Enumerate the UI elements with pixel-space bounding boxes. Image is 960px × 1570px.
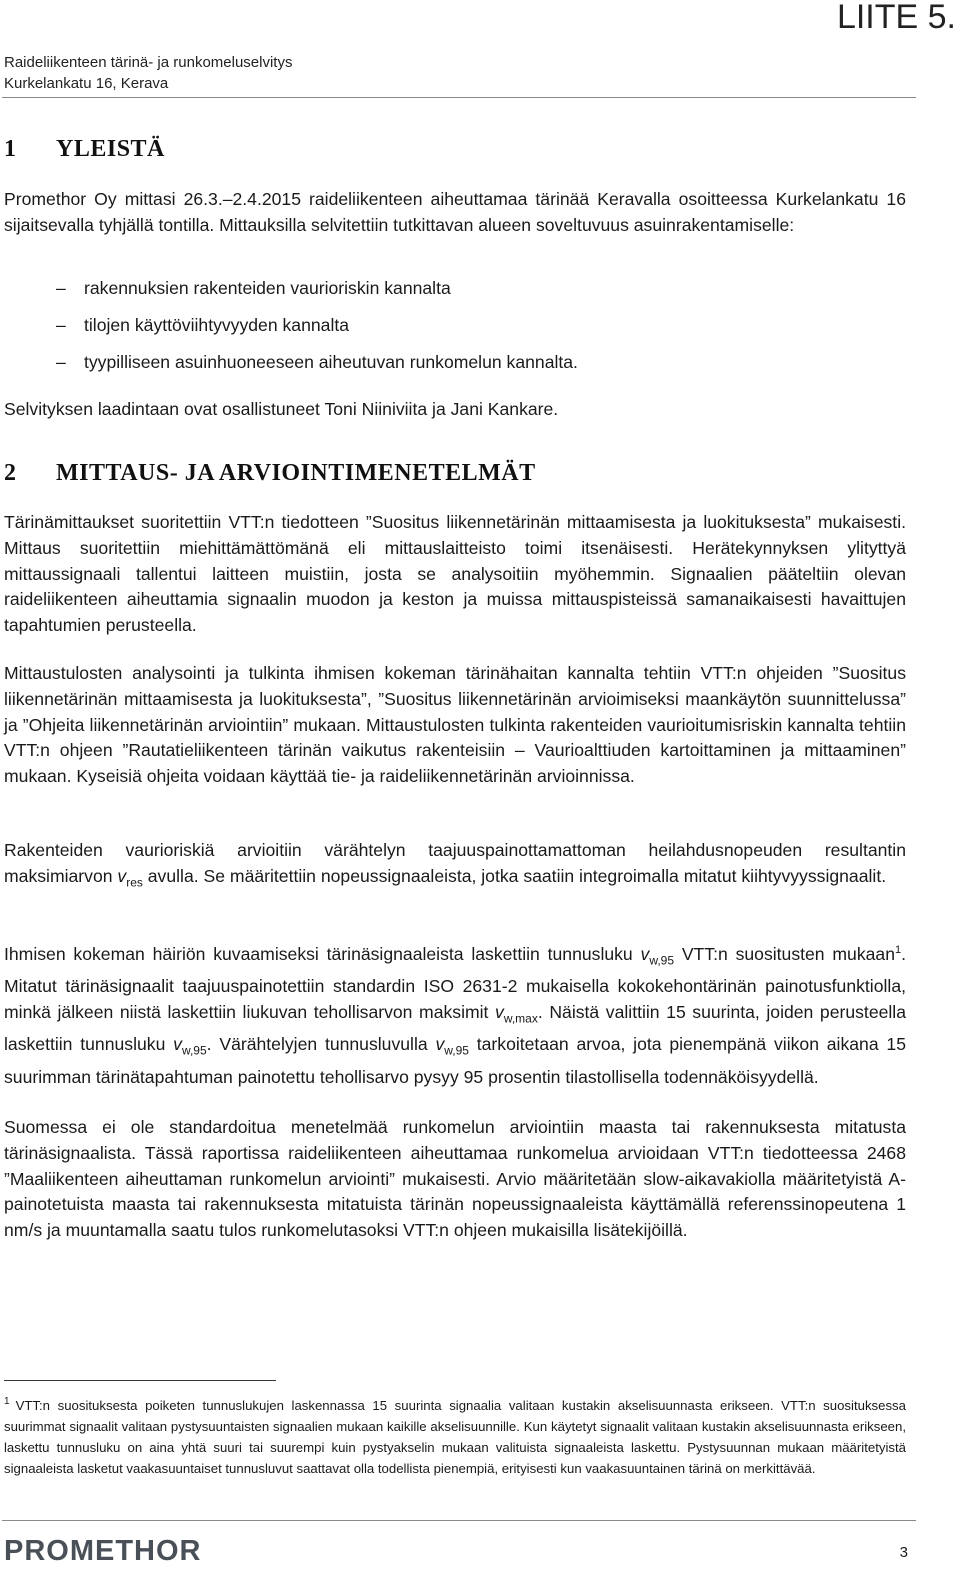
section-heading-2 xyxy=(4,460,536,487)
list-item: – rakennuksien rakenteiden vaurioriskin kannalta xyxy=(56,276,578,313)
section-number: 2 xyxy=(4,460,17,486)
section-number: 1 xyxy=(4,136,17,162)
list-item: – tyypilliseen asuinhuoneeseen aiheutuvan runkomelun kannalta. xyxy=(56,350,578,387)
footnote-reference[interactable]: 1 xyxy=(894,944,902,956)
footnote-divider xyxy=(4,1380,276,1381)
footnote-marker: 1 xyxy=(4,1396,10,1407)
appendix-label: LIITE 5. xyxy=(836,0,956,36)
methods-paragraph-5: Suomessa ei ole standardoitua menetelmää runkomelun arviointiin maasta tai rakennuksesta mitatusta tärinäsignaalista. Tässä raportissa raideliikenteen aiheuttamaa runkomelua arvioidaan VTT:n tiedotteessa 2468 ”Maaliikenteen aiheuttaman runkomelun arviointi” mukaisesti. Arvio määritetään slow-aikavakiolla määritetyistä A-painotetuista maasta tai rakennuksesta mitatuista tärinän nopeussignaaleista käyttämällä referenssinopeutena 1 nm/s ja muuntamalla saatu tulos runkomelutasoksi VTT:n ohjeen mukaisilla lisätekijöillä. xyxy=(4,1117,906,1241)
dash-icon: – xyxy=(56,315,66,335)
header-divider xyxy=(2,97,916,98)
methods-paragraph-1: Tärinämittaukset suoritettiin VTT:n tiedotteen ”Suositus liikennetärinän mittaamisesta ja luokituksesta” mukaisesti. Mittaus suoritettiin miehittämättömänä eli mittauslaitteisto toimi itsenäisesti. Herätekynnyksen ylityttyä mittaussignaali tallentui laitteen muistiin, josta se analysoitiin myöhemmin. Signaalien pääteltiin olevan raideliikenteen aiheuttamia signaalin muodon ja keston ja muissa mittauspisteissä samanaikaisesti havaittujen tapahtumien perusteella. xyxy=(4,512,906,636)
intro-paragraph: Promethor Oy mittasi 26.3.–2.4.2015 raideliikenteen aiheuttamaa tärinää Keravalla osoitteessa Kurkelankatu 16 sijaitsevalla tyhjällä tontilla. Mittauksilla selvitettiin tutkittavan alueen soveltuvuus asuinrakentamiselle: xyxy=(4,189,906,235)
list-item: – tilojen käyttöviihtyvyyden kannalta xyxy=(56,313,578,350)
section-title: MITTAUS- JA ARVIOINTIMENETELMÄT xyxy=(56,460,536,486)
promethor-logo xyxy=(4,1533,244,1567)
methods-paragraph-3: Rakenteiden vaurioriskiä arvioitiin värähtelyn taajuuspainottamattoman heilahdusnopeuden resultantin maksimiarvon $v_{res}$ avulla. Se määritettiin nopeussignaaleista, jotka saatiin integroimalla mitatut kiihtyvyyssignaalit. xyxy=(4,840,906,890)
logo-wordmark: PROMETHOR xyxy=(4,1535,202,1567)
header-title: Raideliikenteen tärinä- ja runkomeluselvitys xyxy=(4,54,293,71)
section-title: YLEISTÄ xyxy=(56,136,165,162)
footer-divider xyxy=(2,1520,916,1521)
participants-paragraph: Selvityksen laadintaan ovat osallistuneet Toni Niiniviita ja Jani Kankare. xyxy=(4,399,559,419)
criteria-list xyxy=(56,276,578,387)
footnote: $^1$ VTT:n suosituksesta poiketen tunnuslukujen laskennassa 15 suurinta signaalia valitaan kustakin akselisuunnasta erikseen. VTT:n suosituksessa suurimmat signaalit valitaan pystysuuntaisten signaalien mukaan kaikille akselisuunnille. Kun käytetyt signaalit valitaan kustakin akselisuunnasta erikseen, laskettu tunnusluku on aina yhtä suuri tai suurempi kuin pystyakselin mukaan valituista signaaleista laskettu. Pystysuunnan mukaan määritetyistä signaaleista lasketut vaakasuuntaiset tunnusluvut saattavat olla todellista pienempiä, erityisesti kun vaakasuuntainen tärinä on merkittävää. xyxy=(4,1396,906,1476)
section-heading-1 xyxy=(4,136,165,163)
running-header xyxy=(4,52,292,94)
dash-icon: – xyxy=(56,352,66,372)
header-address: Kurkelankatu 16, Kerava xyxy=(4,75,169,92)
page-number: 3 xyxy=(899,1544,908,1561)
methods-paragraph-4: Ihmisen kokeman häiriön kuvaamiseksi tärinäsignaaleista laskettiin tunnusluku $v_{w,95}$ VTT:n suositusten mukaan$^1$. Mitatut tärinäsignaalit taajuuspainotettiin standardin ISO 2631-2 mukaisella kokokehontärinän painotusfunktiolla, minkä jälkeen niistä laskettiin liukuvan tehollisarvon maksimit $v_{w,max}$. Näistä valittiin 15 suurinta, joiden perusteella laskettiin tunnusluku $v_{w,95}$. Värähtelyjen tunnusluvulla $v_{w,95}$ tarkoitetaan arvoa, jota pienempänä viikon aikana 15 suurimman tärinätapahtuman painotettu tehollisarvo pysyy 95 prosentin tilastollisella todennäköisyydellä. xyxy=(4,943,906,1087)
dash-icon: – xyxy=(56,278,66,298)
methods-paragraph-2: Mittaustulosten analysointi ja tulkinta ihmisen kokeman tärinähaitan kannalta tehtiin VTT:n ohjeiden ”Suositus liikennetärinän mittaamisesta ja luokituksesta”, ”Suositus liikennetärinän arvioimiseksi maankäytön suunnittelussa” ja ”Ohjeita liikennetärinän arviointiin” mukaan. Mittaustulosten tulkinta rakenteiden vaurioitumisriskin kannalta tehtiin VTT:n ohjeen ”Rautatieliikenteen tärinän vaikutus rakenteisiin – Vaurioalttiuden kartoittaminen ja mittaaminen” mukaan. Kyseisiä ohjeita voidaan käyttää tie- ja raideliikennetärinän arvioinnissa. xyxy=(4,663,906,787)
